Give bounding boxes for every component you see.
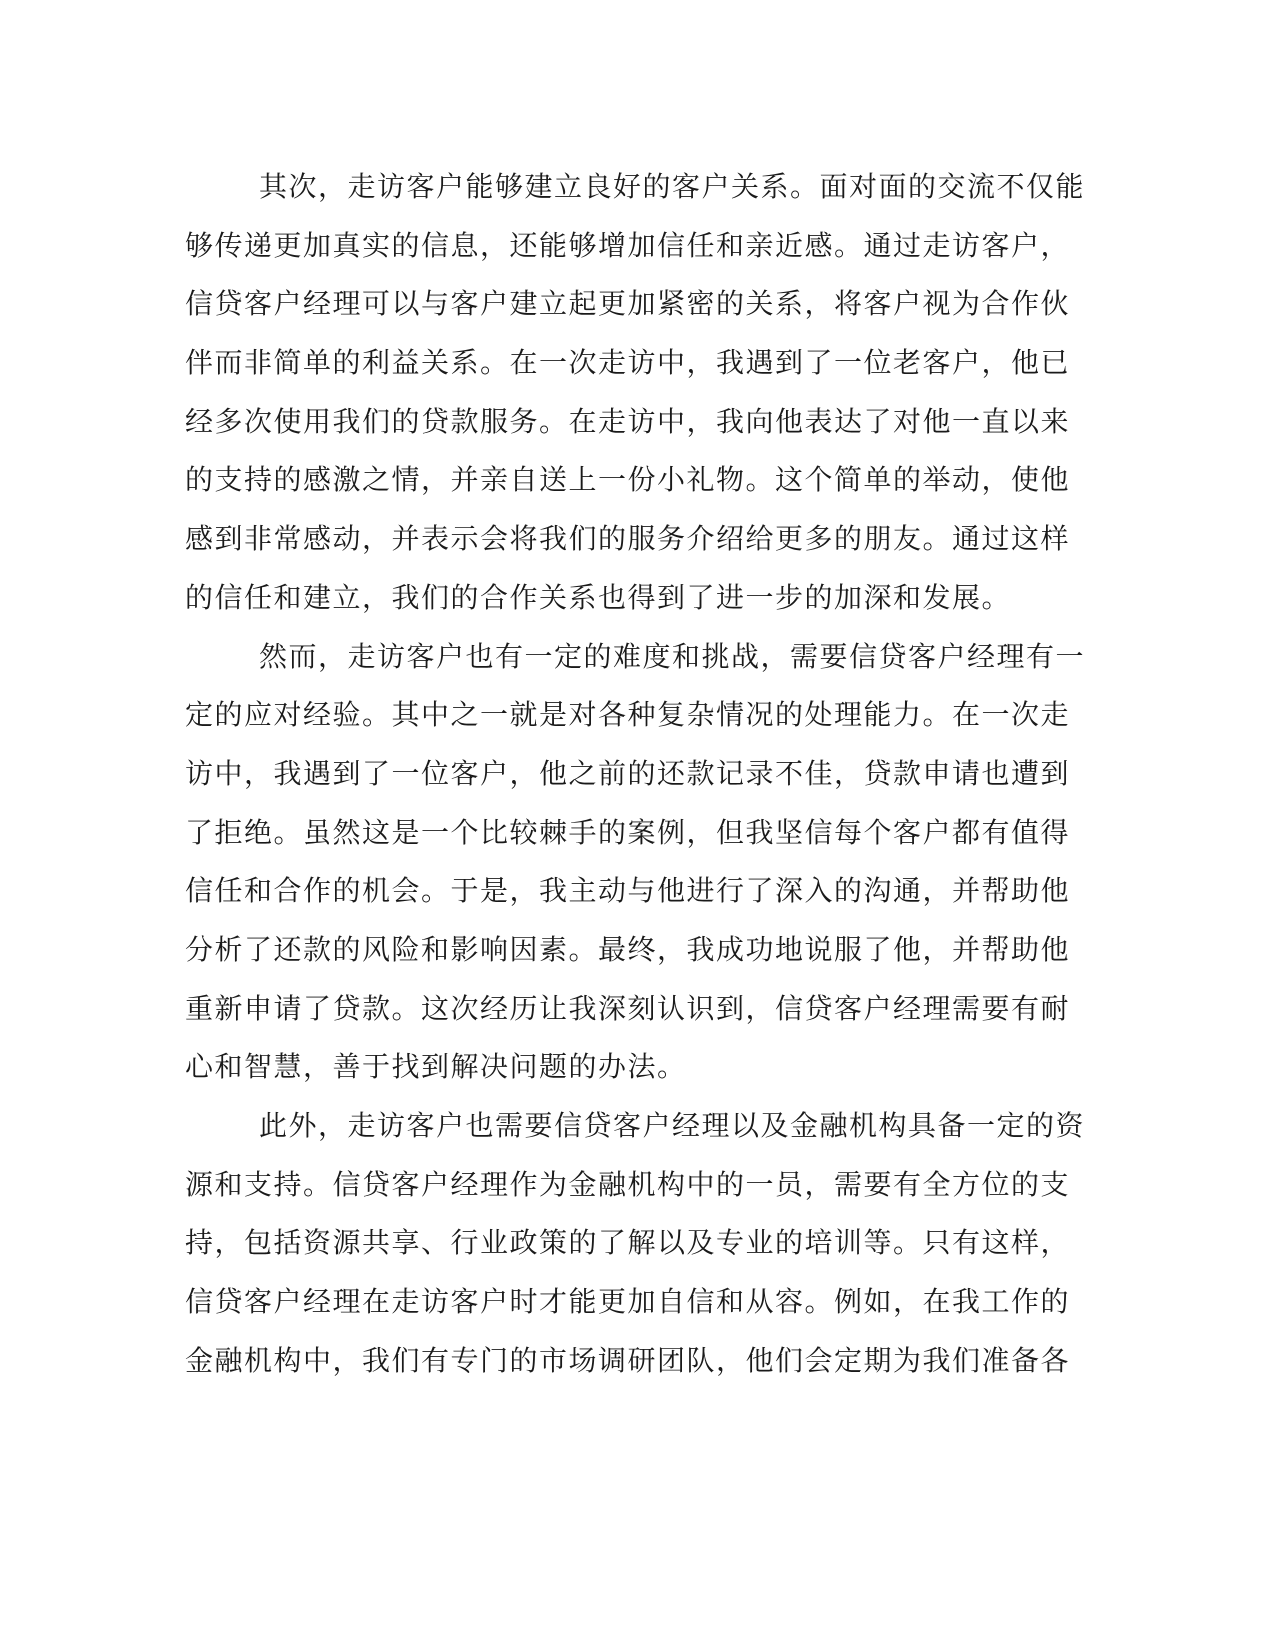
body-text	[185, 158, 1086, 1390]
text-line: 信任和合作的机会。于是，我主动与他进行了深入的沟通，并帮助他	[185, 874, 1071, 908]
text-line: 分析了还款的风险和影响因素。最终，我成功地说服了他，并帮助他	[185, 932, 1071, 966]
text-line: 了拒绝。虽然这是一个比较棘手的案例，但我坚信每个客户都有值得	[185, 815, 1071, 849]
text-line: 重新申请了贷款。这次经历让我深刻认识到，信贷客户经理需要有耐	[185, 991, 1071, 1025]
text-line: 此外，走访客户也需要信贷客户经理以及金融机构具备一定的资	[259, 1109, 1086, 1142]
text-line: 心和智慧，善于找到解决问题的办法。	[185, 1050, 687, 1084]
text-line: 定的应对经验。其中之一就是对各种复杂情况的处理能力。在一次走	[185, 698, 1071, 732]
text-line: 持，包括资源共享、行业政策的了解以及专业的培训等。只有这样，	[185, 1226, 1071, 1260]
text-line: 然而，走访客户也有一定的难度和挑战，需要信贷客户经理有一	[259, 639, 1086, 673]
text-line: 伴而非简单的利益关系。在一次走访中，我遇到了一位老客户，他已	[185, 346, 1071, 380]
text-line: 信贷客户经理在走访客户时才能更加自信和从容。例如，在我工作的	[185, 1285, 1071, 1319]
text-line: 的支持的感激之情，并亲自送上一份小礼物。这个简单的举动，使他	[185, 463, 1071, 497]
paragraph-3	[185, 1097, 1086, 1390]
paragraph-1	[185, 158, 1086, 628]
text-line: 够传递更加真实的信息，还能够增加信任和亲近感。通过走访客户，	[185, 228, 1071, 262]
text-line: 信贷客户经理可以与客户建立起更加紧密的关系，将客户视为合作伙	[185, 287, 1071, 321]
text-line: 其次，走访客户能够建立良好的客户关系。面对面的交流不仅能	[259, 170, 1086, 203]
text-line: 源和支持。信贷客户经理作为金融机构中的一员，需要有全方位的支	[185, 1167, 1071, 1201]
text-line: 感到非常感动，并表示会将我们的服务介绍给更多的朋友。通过这样	[185, 522, 1071, 556]
text-line: 经多次使用我们的贷款服务。在走访中，我向他表达了对他一直以来	[185, 404, 1071, 438]
text-line: 的信任和建立，我们的合作关系也得到了进一步的加深和发展。	[185, 580, 1012, 614]
text-line: 金融机构中，我们有专门的市场调研团队，他们会定期为我们准备各	[185, 1343, 1071, 1377]
text-line: 访中，我遇到了一位客户，他之前的还款记录不佳，贷款申请也遭到	[185, 756, 1071, 790]
paragraph-2	[185, 628, 1086, 1098]
